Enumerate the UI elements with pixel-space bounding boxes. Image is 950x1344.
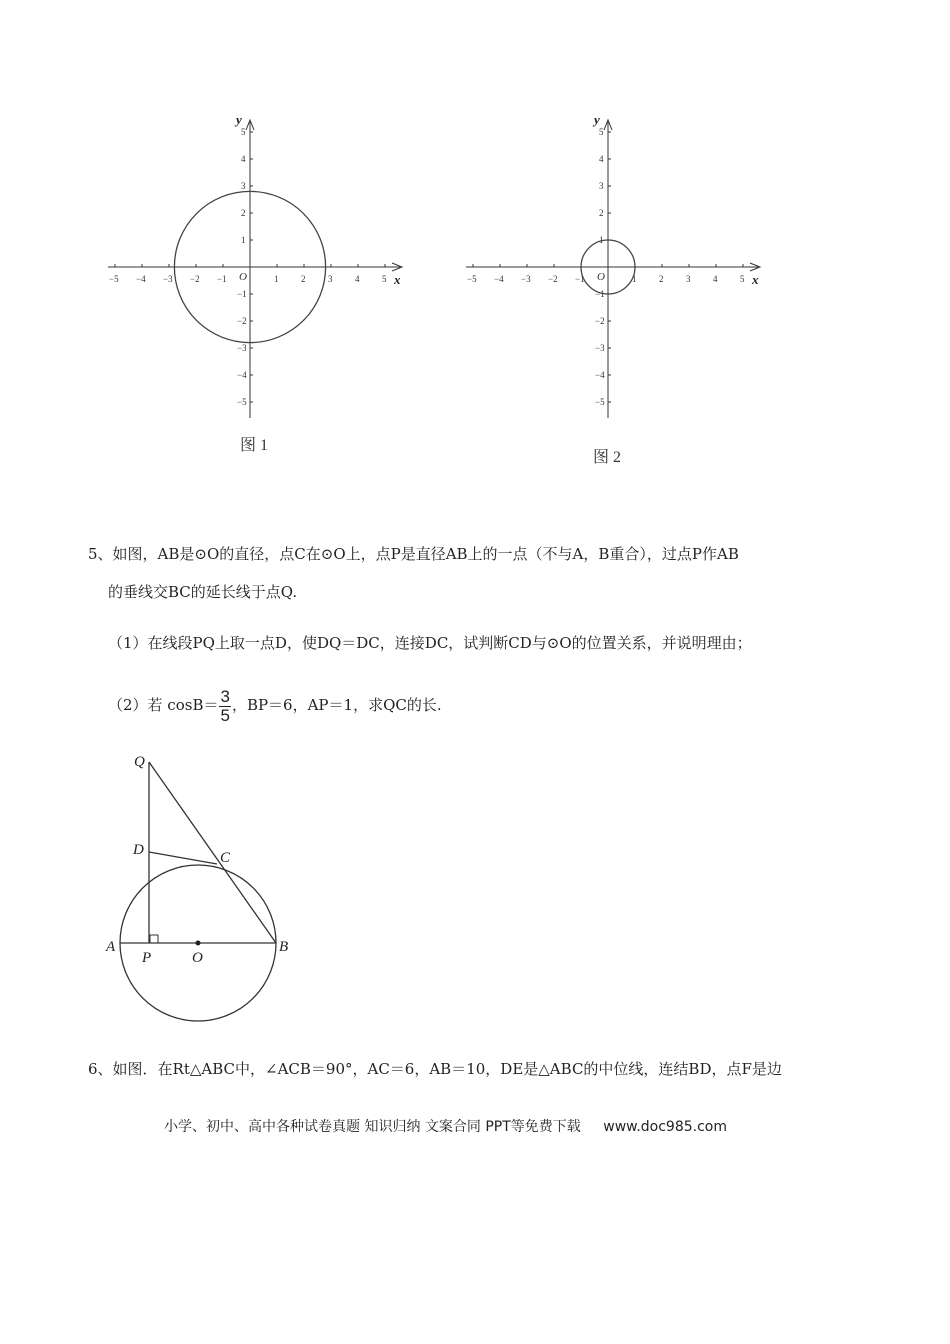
problem-5-number: 5、 [88, 545, 113, 563]
graph-1-caption: 图 1 [240, 437, 269, 454]
label-c: C [220, 850, 231, 866]
fraction-denominator: 5 [220, 705, 230, 725]
problem-5-part-2-suffix: ，BP＝6，AP＝1，求QC的长. [231, 696, 442, 714]
problem-5-figure [100, 748, 300, 1033]
problem-5-part-1: （1）在线段PQ上取一点D，使DQ＝DC，连接DC，试判断CD与⊙O的位置关系，并说明理由； [108, 634, 752, 652]
x-tick-label: −4 [136, 274, 146, 284]
y-tick-label: 3 [599, 181, 604, 191]
x-tick-label: 3 [686, 274, 691, 284]
y-tick-label: −4 [595, 370, 605, 380]
x-tick-label: −3 [163, 274, 173, 284]
y-tick-label: −4 [237, 370, 247, 380]
x-tick-label: −2 [190, 274, 200, 284]
y-tick-label: 3 [241, 181, 246, 191]
y-tick-label: 1 [241, 235, 246, 245]
footer-text: 小学、初中、高中各种试卷真题 知识归纳 文案合同 PPT等免费下载 [164, 1119, 581, 1135]
y-tick-label: 2 [599, 208, 604, 218]
y-tick-label: −3 [237, 343, 247, 353]
x-tick-label: −2 [548, 274, 558, 284]
fraction-numerator: 3 [220, 686, 230, 706]
y-tick-label: −2 [595, 316, 605, 326]
label-a: A [106, 939, 116, 955]
x-tick-label: 1 [274, 274, 279, 284]
problem-5-statement-line-1: 如图，AB是⊙O的直径，点C在⊙O上，点P是直径AB上的一点（不与A，B重合），过点P作AB [112, 545, 739, 563]
graph-2 [458, 108, 778, 473]
center-point-o [196, 941, 201, 946]
y-tick-label: −2 [237, 316, 247, 326]
y-tick-label: 5 [599, 127, 604, 137]
segment-dc [149, 852, 217, 864]
graph-1 [100, 108, 420, 468]
graph-2-x-axis-label: x [752, 272, 759, 287]
x-tick-label: −1 [575, 274, 585, 284]
x-tick-label: 4 [713, 274, 718, 284]
y-tick-label: 1 [599, 235, 604, 245]
y-tick-label: −5 [237, 397, 247, 407]
y-tick-label: −1 [237, 289, 247, 299]
graph-2-y-axis-label: y [594, 112, 600, 127]
footer-url[interactable]: www.doc985.com [603, 1119, 727, 1135]
problem-5-line-1 [88, 544, 739, 564]
problem-5-line-2: 的垂线交BC的延长线于点Q. [108, 583, 298, 601]
graph-1-origin-label: O [239, 271, 247, 283]
y-tick-label: −5 [595, 397, 605, 407]
cos-b-fraction [219, 688, 230, 725]
y-tick-label: −3 [595, 343, 605, 353]
y-tick-label: −1 [595, 289, 605, 299]
label-d: D [133, 842, 144, 858]
label-b: B [279, 939, 289, 955]
label-p: P [142, 950, 152, 966]
segment-bq [149, 762, 276, 943]
graph-2-caption: 图 2 [593, 449, 622, 466]
x-tick-label: 2 [301, 274, 306, 284]
problem-6-line-1: 6、如图．在Rt△ABC中，∠ACB＝90°，AC＝6，AB＝10，DE是△ABC的中位线，连结BD，点F是边 [88, 1060, 782, 1078]
y-tick-label: 2 [241, 208, 246, 218]
y-tick-label: 4 [599, 154, 604, 164]
footer [164, 1116, 727, 1136]
x-tick-label: 5 [740, 274, 745, 284]
x-tick-label: 5 [382, 274, 387, 284]
graph-1-axes [108, 120, 402, 418]
right-angle-mark [150, 935, 158, 943]
y-tick-label: 4 [241, 154, 246, 164]
x-tick-label: 1 [632, 274, 637, 284]
x-tick-label: −1 [217, 274, 227, 284]
problem-5-part-2 [108, 684, 442, 726]
x-tick-label: 4 [355, 274, 360, 284]
x-tick-label: −5 [467, 274, 477, 284]
x-tick-label: −4 [494, 274, 504, 284]
label-q: Q [134, 754, 145, 770]
x-tick-label: 3 [328, 274, 333, 284]
problem-5-part-2-prefix: （2）若 cosB＝ [108, 696, 219, 714]
y-tick-label: 5 [241, 127, 246, 137]
graph-2-origin-label: O [597, 271, 605, 283]
x-tick-label: 2 [659, 274, 664, 284]
x-tick-label: −3 [521, 274, 531, 284]
graph-2-axes [466, 120, 760, 418]
x-tick-label: −5 [109, 274, 119, 284]
label-o: O [192, 950, 203, 966]
graph-1-y-axis-label: y [236, 112, 242, 127]
graph-1-x-axis-label: x [394, 272, 401, 287]
